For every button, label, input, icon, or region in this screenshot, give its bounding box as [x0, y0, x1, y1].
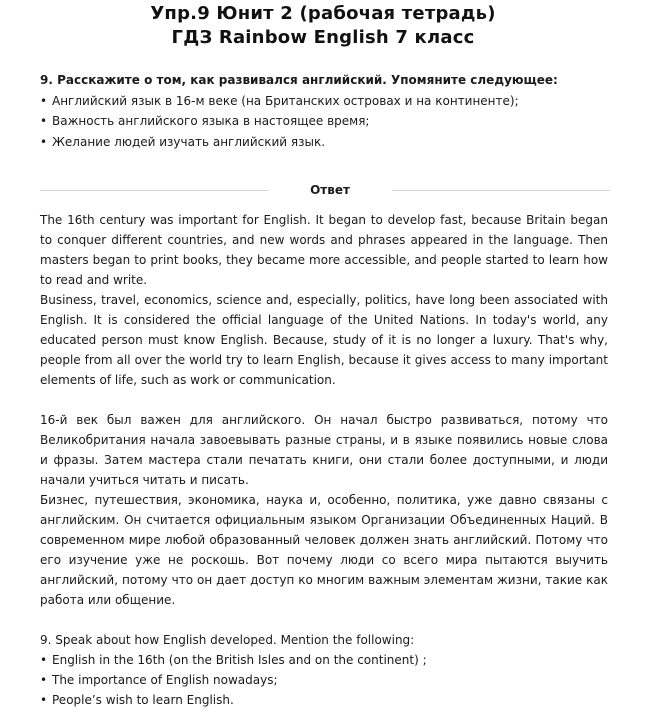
task-en-item: [40, 670, 620, 690]
bullet: •: [40, 693, 48, 707]
answer-english: [40, 210, 608, 390]
task-ru-heading: 9. Расскажите о том, как развивался английский. Упомяните следующее:: [40, 73, 558, 87]
task-en-item-text: English in the 16th (on the British Isles and on the continent) ;: [52, 653, 427, 667]
task-en-item-text: The importance of English nowadays;: [52, 673, 278, 687]
answer-en-paragraph: Business, travel, economics, science and, especially, politics, have long been associated with English. It is considered the official language of the United Nations. In today's world, any educated person must know English. Because, study of it is no longer a luxury. That's why, people from all over the world try to learn English, because it gives access to many important elements of life, such as work or communication.: [40, 293, 608, 387]
bullet: •: [40, 134, 48, 149]
task-ru-item-text: Английский язык в 16-м веке (на Британских островах и на континенте);: [52, 93, 519, 108]
task-en-item: [40, 690, 620, 710]
bullet: •: [40, 673, 48, 687]
answer-en-paragraph: The 16th century was important for English. It began to develop fast, because Britain began to conquer different countries, and new words and phrases appeared in the language. Then masters began to print books, they became more accessible, and people started to learn how to read and write.: [40, 213, 608, 287]
answer-ru-paragraph: Бизнес, путешествия, экономика, наука и, особенно, политика, уже давно связаны с английским. Он считается официальным языком Организации Объединенных Наций. В современном мире любой образованный человек должен знать английский. Потому что его изучение уже не роскошь. Вот почему люди со всего мира пытаются выучить английский, потому что он дает доступ ко многим важным элементам жизни, такие как работа или общение.: [40, 493, 608, 607]
task-ru-item-text: Важность английского языка в настоящее время;: [52, 114, 370, 128]
task-ru: [40, 70, 620, 152]
task-en: [40, 630, 620, 710]
task-ru-item: [40, 132, 620, 153]
answer-ru-paragraph: 16-й век был важен для английского. Он начал быстро развиваться, потому что Великобритания начала завоевывать разные страны, и в языке появились новые слова и фразы. Затем мастера стали печатать книги, они стали более доступными, и люди начали учиться читать и писать.: [40, 413, 608, 487]
task-en-item-text: People’s wish to learn English.: [52, 693, 234, 707]
bullet: •: [40, 93, 48, 108]
task-ru-item: [40, 111, 620, 132]
answer-russian: [40, 410, 608, 610]
divider-line-left: [40, 190, 268, 191]
divider-line-right: [392, 190, 610, 191]
task-ru-item-text: Желание людей изучать английский язык.: [52, 134, 326, 149]
answer-label: Ответ: [310, 183, 350, 197]
task-en-item: [40, 650, 620, 670]
task-ru-item: [40, 91, 620, 112]
bullet: •: [40, 114, 48, 128]
task-en-heading: 9. Speak about how English developed. Mention the following:: [40, 633, 415, 647]
answer-divider: [40, 181, 610, 199]
page-subtitle: ГДЗ Rainbow English 7 класс: [171, 27, 475, 48]
page-title: Упр.9 Юнит 2 (рабочая тетрадь): [150, 3, 496, 24]
bullet: •: [40, 653, 48, 667]
